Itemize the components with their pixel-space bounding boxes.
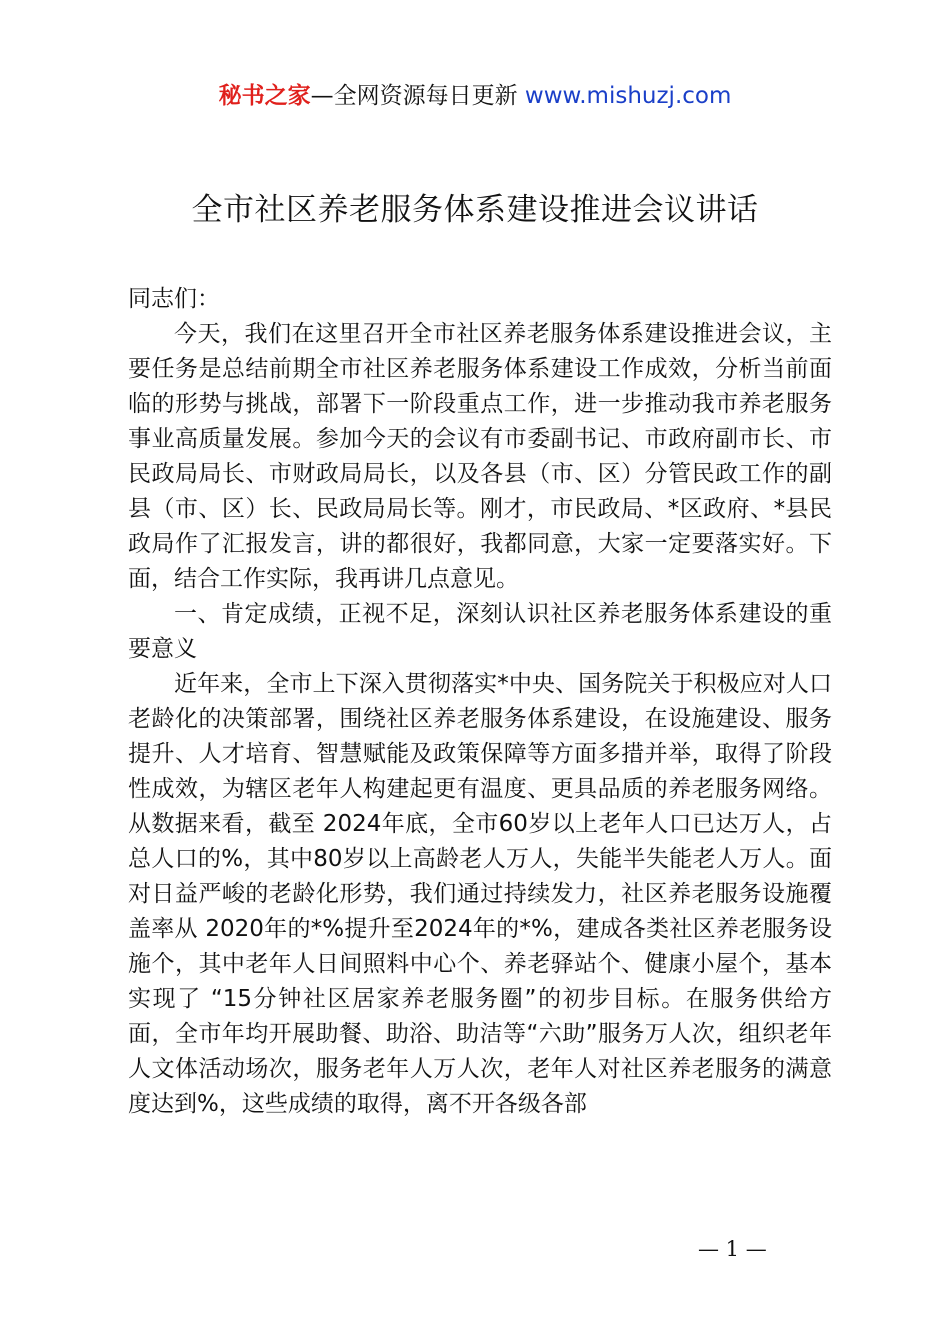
document-title: 全市社区养老服务体系建设推进会议讲话 [191, 192, 759, 228]
site-tagline: —全网资源每日更新 [310, 83, 525, 109]
site-brand: 秘书之家 [218, 83, 311, 109]
salutation: 同志们： [128, 286, 220, 312]
document-body [128, 282, 832, 1122]
paragraph-intro: 今天，我们在这里召开全市社区养老服务体系建设推进会议，主要任务是总结前期全市社区养老服务体系建设工作成效，分析当前面临的形势与挑战，部署下一阶段重点工作，进一步推动我市养老服务事业高质量发展。参加今天的会议有市委副书记、市政府副市长、市民政局局长、市财政局局长，以及各县（市、区）分管民政工作的副县（市、区）长、民政局局长等。刚才，市民政局、*区政府、*县民政局作了汇报发言，讲的都很好，我都同意，大家一定要落实好。下面，结合工作实际，我再讲几点意见。 [128, 321, 832, 592]
paragraph-body: 近年来，全市上下深入贯彻落实*中央、国务院关于积极应对人口老龄化的决策部署，围绕社区养老服务体系建设，在设施建设、服务提升、人才培育、智慧赋能及政策保障等方面多措并举，取得了阶段性成效，为辖区老年人构建起更有温度、更具品质的养老服务网络。从数据来看，截至 2024年底，全市60岁以上老年人口已达万人，占总人口的%，其中80岁以上高龄老人万人，失能半失能老人万人。面对日益严峻的老龄化形势，我们通过持续发力，社区养老服务设施覆盖率从 2020年的*%提升至2024年的*%，建成各类社区养老服务设施个，其中老年人日间照料中心个、养老驿站个、健康小屋个，基本实现了 “15分钟社区居家养老服务圈”的初步目标。在服务供给方面，全市年均开展助餐、助浴、助洁等“六助”服务万人次，组织老年人文体活动场次，服务老年人万人次，老年人对社区养老服务的满意度达到%，这些成绩的取得，离不开各级各部 [128, 671, 832, 1117]
section-heading-1: 一、肯定成绩，正视不足，深刻认识社区养老服务体系建设的重要意义 [128, 601, 832, 662]
site-url-link[interactable]: www.mishuzj.com [524, 83, 732, 109]
page-number: — 1 — [698, 1237, 767, 1261]
site-header [0, 78, 950, 114]
